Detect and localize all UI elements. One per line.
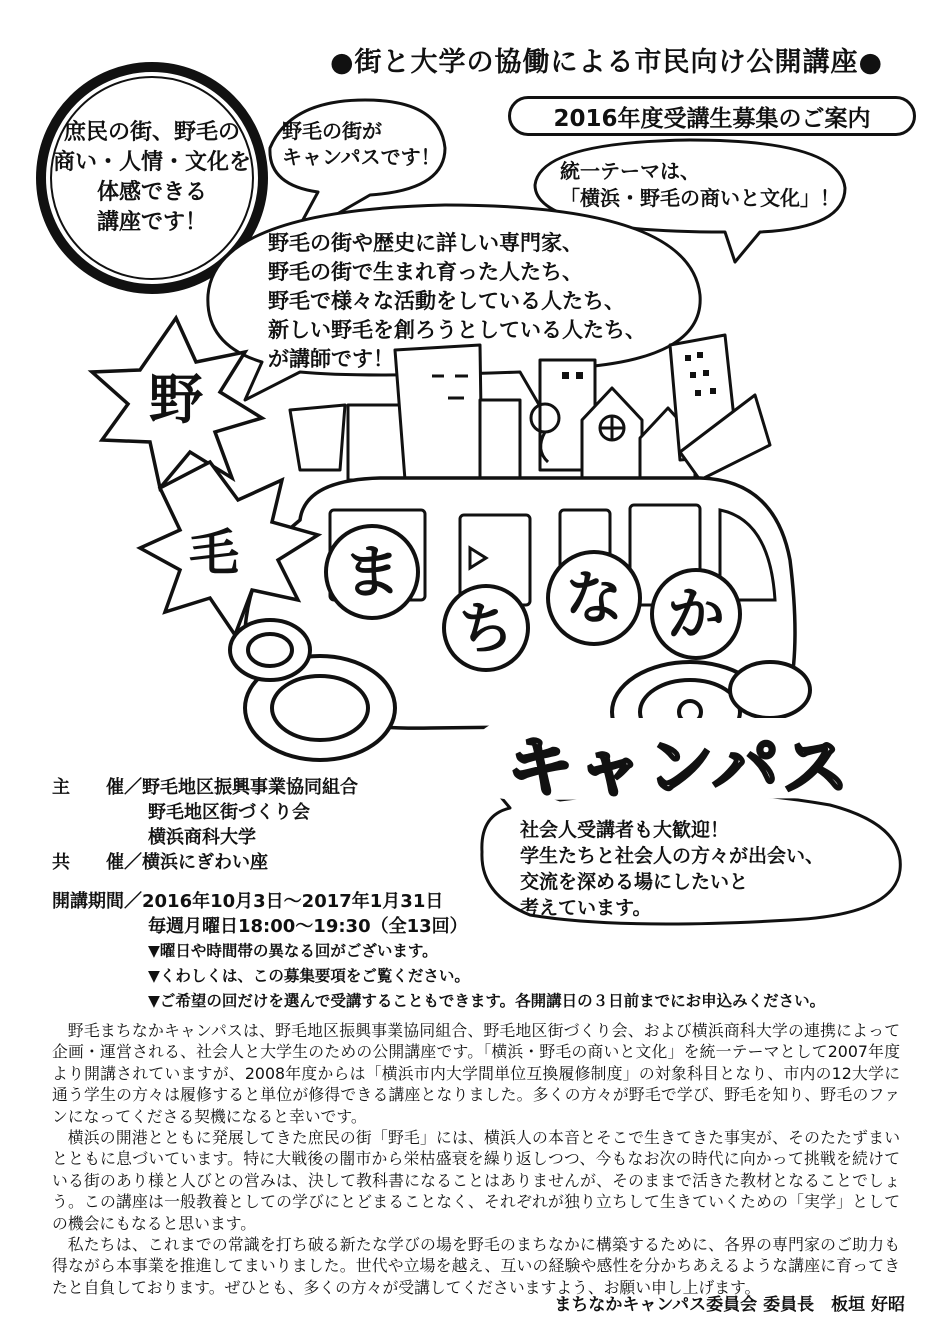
logo-katakana: キャンパス [507, 729, 853, 806]
schedule-label: 開講期間／ [52, 891, 142, 912]
cohost-name: 横浜にぎわい座 [142, 852, 268, 873]
schedule-note: ▼ご希望の回だけを選んで受講することもできます。各開講日の３日前までにお申込みください。 [148, 992, 826, 1010]
schedule-note: ▼くわしくは、この募集要項をご覧ください。 [148, 967, 470, 985]
cohost-label: 共 催／ [52, 852, 142, 873]
logo-char-na: な [564, 564, 624, 632]
bubble-lecturers-line: 野毛で様々な活動をしている人たち、 [268, 289, 625, 313]
bubble-theme-line: 「横浜・野毛の商いと文化」！ [560, 186, 840, 210]
body-paragraph: 私たちは、これまでの常識を打ち破る新たな学びの場を野毛のまちなかに構築するために、各界の専門家のご助力も得ながら本事業を推進してまいりました。世代や立場を越え、互いの経験や感性を分かちあえるような講座に育ってきたと自負しております。ぜひとも、多くの方々が受講してくださいますよう、お願い申し上げます。 [52, 1235, 900, 1297]
schedule-block [52, 889, 912, 1014]
banner-title: ●街と大学の協働による市民向け公開講座● [330, 47, 884, 78]
bubble-lecturers-line: 野毛の街で生まれ育った人たち、 [268, 260, 583, 284]
host-name: 野毛地区街づくり会 [148, 802, 310, 823]
bubble-welcome-line: 考えています。 [520, 897, 652, 919]
circle-line: 商い・人情・文化を [52, 150, 251, 175]
circle-line: 体感できる [96, 180, 207, 205]
body-text [52, 1020, 900, 1298]
schedule-period: 2016年10月3日～2017年1月31日 [142, 891, 444, 912]
bubble-welcome-line: 交流を深める場にしたいと [520, 871, 749, 893]
host-label: 主 催／ [52, 777, 142, 798]
host-name: 横浜商科大学 [148, 827, 256, 848]
bubble-lecturers-line: が講師です！ [268, 347, 394, 371]
host-name: 野毛地区振興事業協同組合 [142, 777, 358, 798]
logo-char-ka: か [666, 580, 726, 648]
bubble-lecturers-line: 新しい野毛を創ろうとしている人たち、 [268, 318, 646, 342]
schedule-note: ▼曜日や時間帯の異なる回がございます。 [148, 942, 438, 960]
logo-char-chi: ち [458, 597, 514, 662]
organizers-block [52, 775, 472, 875]
bubble-campus-line: キャンパスです！ [282, 145, 441, 169]
circle-line: 庶民の街、野毛の [63, 120, 240, 145]
bubble-theme-line: 統一テーマは、 [560, 159, 700, 183]
logo-star-ke: 毛 [189, 524, 239, 582]
body-paragraph: 横浜の開港とともに発展してきた庶民の街「野毛」には、横浜人の本音とそこで生きてきた事実が、そのたたずまいとともに息づいています。特に大戦後の闇市から栄枯盛衰を繰り返しつつ、今もなお次の時代に向かって挑戦を続けている街のあり様と人びとの営みは、決して教科書になることはありませんが、そのままで活きた教材となることでしょう。この講座は一般教養としての学びにとどまることなく、それぞれが独り立ちして生きていくための「実学」としての機会にもなると思います。 [52, 1128, 900, 1233]
year-notice-text: 2016年度受講生募集のご案内 [553, 105, 871, 132]
logo-star-no: 野 [149, 368, 203, 431]
bubble-lecturers-line: 野毛の街や歴史に詳しい専門家、 [268, 231, 583, 255]
bubble-welcome-line: 社会人受講者も大歓迎！ [520, 819, 730, 841]
signature: まちなかキャンパス委員会 委員長 板垣 好昭 [554, 1295, 905, 1315]
logo-char-ma: ま [342, 538, 402, 606]
body-paragraph: 野毛まちなかキャンパスは、野毛地区振興事業協同組合、野毛地区街づくり会、および横浜商科大学の連携によって企画・運営される、社会人と大学生のための公開講座です。「横浜・野毛の商いと文化」を統一テーマとして2007年度より開講されていますが、2008年度からは「横浜市内大学間単位互換履修制度」の対象科目となり、市内の12大学に通う学生の方々は履修すると単位が修得できる講座となりました。多くの方々が野毛で学び、野毛を知り、野毛のファンになってくださる契機になると幸いです。 [52, 1021, 900, 1126]
schedule-weekly: 毎週月曜日18:00～19:30（全13回） [148, 916, 468, 937]
circle-line: 講座です！ [96, 210, 207, 235]
bubble-welcome-line: 学生たちと社会人の方々が出会い、 [520, 845, 825, 867]
bubble-campus-line: 野毛の街が [282, 119, 382, 143]
